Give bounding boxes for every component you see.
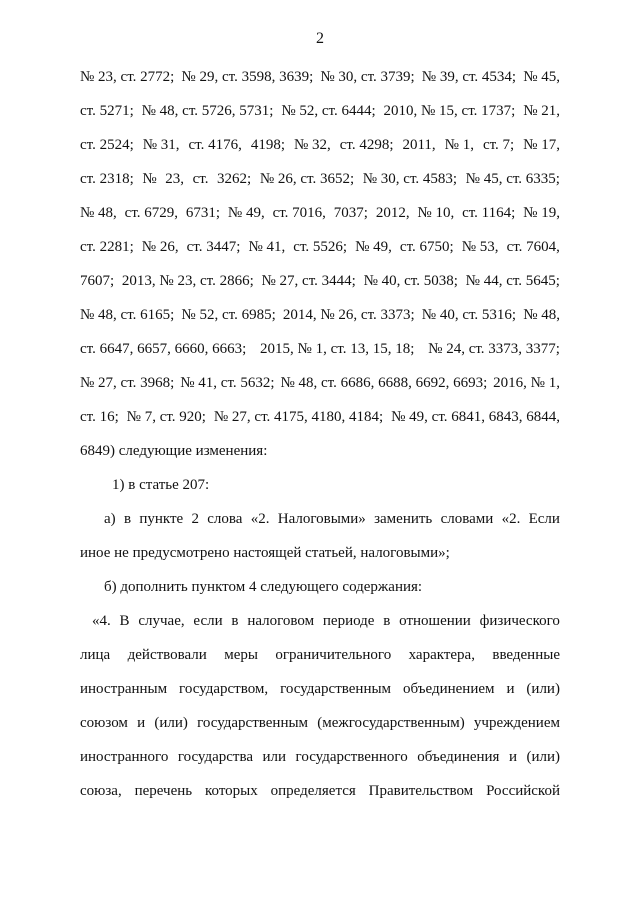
text-line-15: иное не предусмотрено настоящей статьей, налоговыми»; xyxy=(80,545,450,561)
document-body xyxy=(80,60,560,808)
text-line-2: ст. 5271; № 48, ст. 5726, 5731; № 52, ст. 6444; 2010, № 15, ст. 1737; № 21, xyxy=(80,103,560,119)
text-line-16-subitem-b: б) дополнить пунктом 4 следующего содержания: xyxy=(104,579,423,595)
page-number: 2 xyxy=(316,30,324,47)
text-line-6: ст. 2281; № 26, ст. 3447; № 41, ст. 5526; № 49, ст. 6750; № 53, ст. 7604, xyxy=(80,239,560,255)
text-line-22: союза, перечень которых определяется Правительством Российской xyxy=(80,783,560,799)
text-line-7: 7607; 2013, № 23, ст. 2866; № 27, ст. 3444; № 40, ст. 5038; № 44, ст. 5645; xyxy=(80,273,560,289)
text-line-3: ст. 2524; № 31, ст. 4176, 4198; № 32, ст. 4298; 2011, № 1, ст. 7; № 17, xyxy=(80,137,560,153)
text-line-19: иностранным государством, государственным объединением и (или) xyxy=(80,681,560,697)
text-line-18: лица действовали меры ограничительного характера, введенные xyxy=(80,647,560,663)
text-line-13-item-1: 1) в статье 207: xyxy=(112,477,210,493)
text-line-9: ст. 6647, 6657, 6660, 6663; 2015, № 1, ст. 13, 15, 18; № 24, ст. 3373, 3377; xyxy=(80,341,560,357)
text-line-14-subitem-a: а) в пункте 2 слова «2. Налоговыми» заменить словами «2. Если xyxy=(104,511,560,527)
text-line-4: ст. 2318; № 23, ст. 3262; № 26, ст. 3652; № 30, ст. 4583; № 45, ст. 6335; xyxy=(80,171,560,187)
text-line-10: № 27, ст. 3968; № 41, ст. 5632; № 48, ст. 6686, 6688, 6692, 6693; 2016, № 1, xyxy=(80,375,560,391)
text-line-17: «4. В случае, если в налоговом периоде в отношении физического xyxy=(92,613,560,629)
text-line-5: № 48, ст. 6729, 6731; № 49, ст. 7016, 7037; 2012, № 10, ст. 1164; № 19, xyxy=(80,205,560,221)
text-line-8: № 48, ст. 6165; № 52, ст. 6985; 2014, № 26, ст. 3373; № 40, ст. 5316; № 48, xyxy=(80,307,560,323)
text-line-11: ст. 16; № 7, ст. 920; № 27, ст. 4175, 4180, 4184; № 49, ст. 6841, 6843, 6844, xyxy=(80,409,560,425)
text-line-21: иностранного государства или государственного объединения и (или) xyxy=(80,749,560,765)
text-line-1: № 23, ст. 2772; № 29, ст. 3598, 3639; № 30, ст. 3739; № 39, ст. 4534; № 45, xyxy=(80,69,560,85)
text-line-20: союзом и (или) государственным (межгосударственным) учреждением xyxy=(80,715,560,731)
text-line-12: 6849) следующие изменения: xyxy=(80,443,268,459)
